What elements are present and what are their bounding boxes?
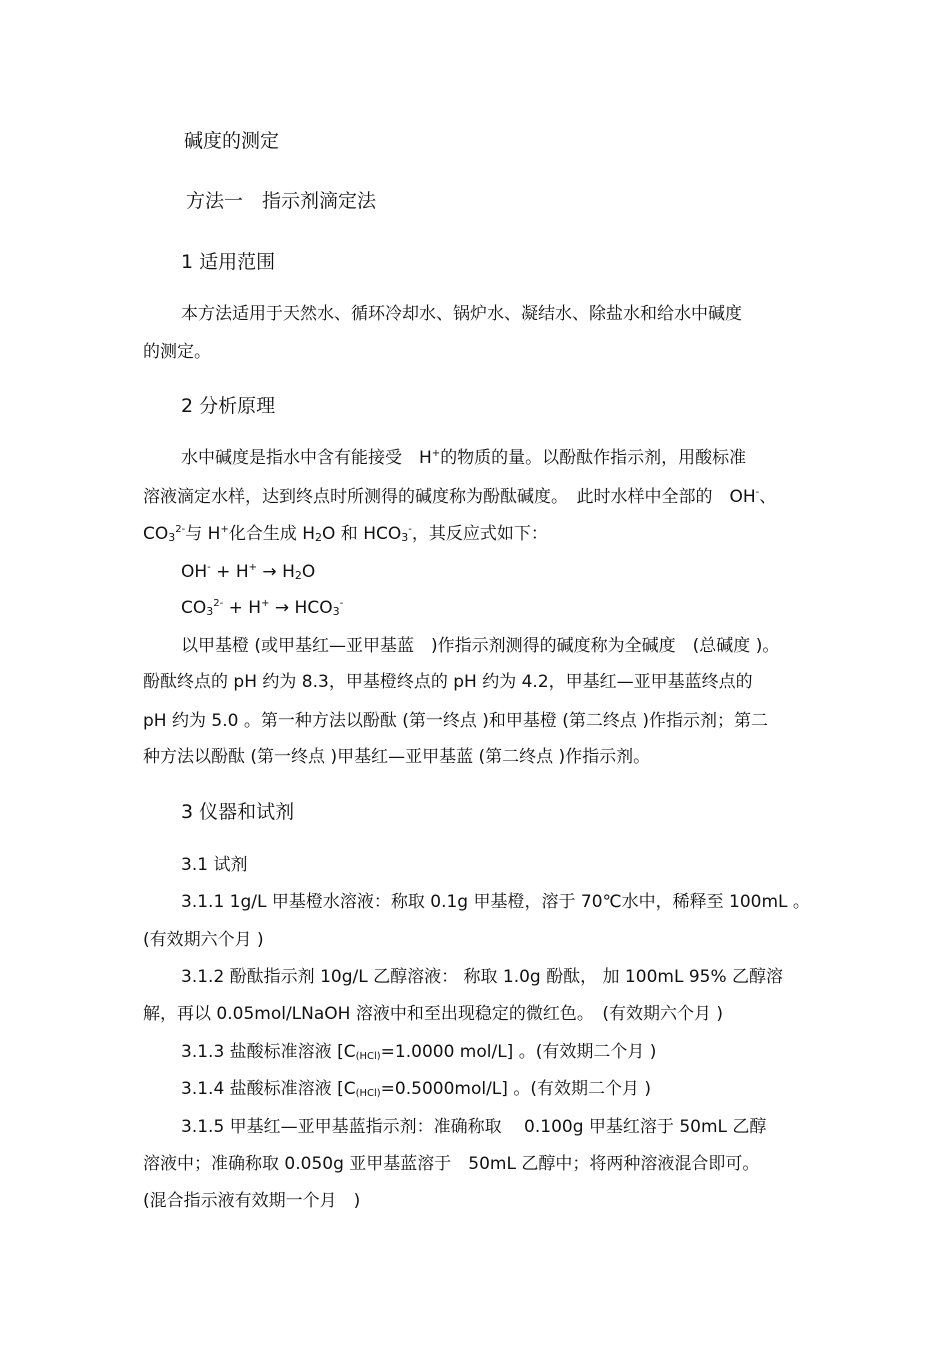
text: ，其反应式如下：: [411, 524, 548, 544]
paragraph: 本方法适用于天然水、循环冷却水、锅炉水、凝结水、除盐水和给水中碱度: [181, 304, 742, 324]
text: 与 H: [185, 524, 221, 544]
text: OH: [181, 562, 208, 582]
superscript: +: [220, 524, 229, 535]
superscript: -: [408, 524, 412, 535]
paragraph: [181, 448, 746, 468]
subscript: (HCl): [355, 1051, 381, 1062]
reagent-item: 3.1.5 甲基红—亚甲基蓝指示剂：准确称取 0.100g 甲基红溶于 50mL 乙醇: [181, 1117, 767, 1137]
text: → HCO: [269, 598, 333, 618]
text: 、: [759, 487, 777, 507]
text: → H: [257, 562, 295, 582]
paragraph: 的测定。: [143, 342, 211, 362]
subscript: (HCl): [355, 1088, 381, 1099]
text: 水中碱度是指水中含有能接受 H: [181, 448, 432, 468]
text: 3.1.3 盐酸标准溶液 [C: [181, 1042, 356, 1062]
section-2-heading: 2 分析原理: [181, 395, 276, 417]
text: 溶液滴定水样，达到终点时所测得的碱度称为酚酞碱度。 此时水样中全部的 OH: [143, 487, 756, 507]
reagent-item: [181, 1079, 651, 1099]
section-3-heading: 3 仪器和试剂: [181, 801, 295, 823]
paragraph: 种方法以酚酞 (第一终点 )甲基红—亚甲基蓝 (第二终点 )作指示剂。: [143, 747, 651, 767]
text: 化合生成 H: [228, 524, 316, 544]
text: 的物质的量。以酚酞作指示剂，用酸标准: [440, 448, 747, 468]
superscript: -: [339, 598, 344, 609]
reagent-item: 3.1.1 1g/L 甲基橙水溶液：称取 0.1g 甲基橙，溶于 70℃水中，稀释至 100mL 。: [181, 892, 810, 912]
subscript: 3: [401, 531, 409, 544]
text: + H: [223, 598, 262, 618]
paragraph: pH 约为 5.0 。第一种方法以酚酞 (第一终点 )和甲基橙 (第二终点 )作指示剂；第二: [143, 711, 768, 731]
equation-1: [181, 562, 315, 582]
text: 3.1.4 盐酸标准溶液 [C: [181, 1079, 356, 1099]
subsection-heading: 3.1 试剂: [181, 855, 248, 875]
text: O: [301, 562, 316, 582]
reagent-item: 3.1.2 酚酞指示剂 10g/L 乙醇溶液： 称取 1.0g 酚酞， 加 100mL 95% 乙醇溶: [181, 967, 784, 987]
reagent-item-cont: (有效期六个月 ): [143, 930, 264, 950]
paragraph: [143, 524, 548, 544]
superscript: -: [207, 562, 211, 573]
text: CO: [143, 524, 169, 544]
text: =0.5000mol/L] 。(有效期二个月 ): [380, 1079, 651, 1099]
text: CO: [181, 598, 207, 618]
subscript: 3: [206, 605, 214, 618]
doc-title: 碱度的测定: [184, 130, 280, 152]
subscript: 2: [294, 569, 302, 582]
method-title: 方法一 指示剂滴定法: [186, 190, 377, 212]
paragraph: 以甲基橙 (或甲基红—亚甲基蓝 )作指示剂测得的碱度称为全碱度 (总碱度 )。: [181, 636, 780, 656]
paragraph: 酚酞终点的 pH 约为 8.3，甲基橙终点的 pH 约为 4.2，甲基红—亚甲基蓝终点的: [143, 672, 753, 692]
superscript: 2-: [175, 524, 186, 535]
superscript: 2-: [213, 598, 224, 609]
text: + H: [210, 562, 249, 582]
subscript: 2: [315, 531, 323, 544]
text: =1.0000 mol/L] 。(有效期二个月 ): [380, 1042, 657, 1062]
equation-2: [181, 598, 343, 618]
superscript: +: [248, 562, 258, 573]
reagent-item-cont: 溶液中；准确称取 0.050g 亚甲基蓝溶于 50mL 乙醇中；将两种溶液混合即可。: [143, 1154, 760, 1174]
subscript: 3: [168, 531, 176, 544]
superscript: +: [261, 598, 270, 609]
superscript: -: [755, 487, 760, 498]
reagent-item-cont: 解，再以 0.05mol/LNaOH 溶液中和至出现稳定的微红色。 (有效期六个月 ): [143, 1004, 724, 1024]
paragraph: [143, 487, 776, 507]
section-1-heading: 1 适用范围: [181, 251, 276, 273]
superscript: +: [431, 448, 441, 459]
reagent-item: [181, 1042, 656, 1062]
subscript: 3: [332, 605, 340, 618]
text: O 和 HCO: [322, 524, 402, 544]
reagent-item-cont: (混合指示液有效期一个月 ): [143, 1191, 361, 1211]
